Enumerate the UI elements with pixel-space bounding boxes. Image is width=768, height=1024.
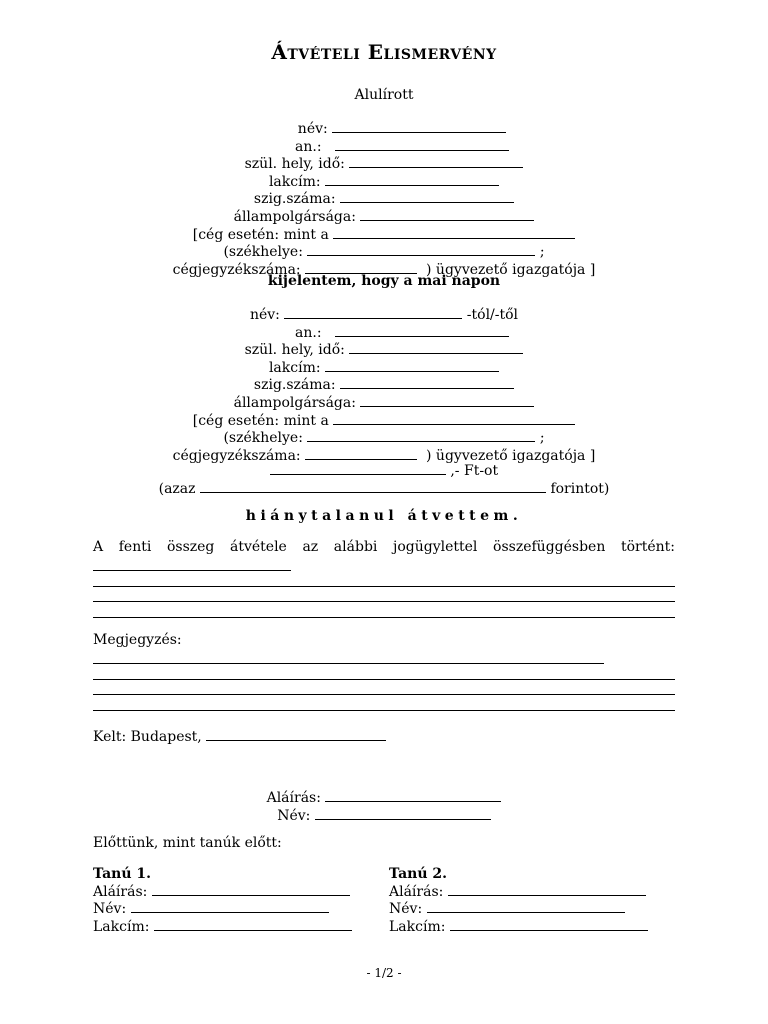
signature-nev-row: Név: <box>0 807 768 825</box>
person1-szul-field[interactable] <box>349 155 523 168</box>
person1-name-field[interactable] <box>332 120 506 133</box>
person1-an-row: an.: <box>0 138 768 156</box>
transaction-text: A fenti összeg átvétele az alábbi jogügylettel összefüggésben történt: <box>93 539 675 555</box>
witness1-lakcim-row: Lakcím: <box>93 918 352 936</box>
person1-block <box>0 120 768 278</box>
witness1-alairas-row: Aláírás: <box>93 883 352 901</box>
transaction-line-1[interactable] <box>93 556 291 572</box>
person2-ceg-field[interactable] <box>333 412 575 425</box>
kelt-date-field[interactable] <box>206 728 386 741</box>
person1-szekhely-field[interactable] <box>307 243 535 256</box>
person2-allampolgarsag-row: állampolgársága: <box>0 394 768 412</box>
signature-nev-field[interactable] <box>315 807 491 820</box>
amount-block <box>0 462 768 497</box>
transaction-line-3[interactable] <box>93 587 675 603</box>
person2-szig-field[interactable] <box>340 376 514 389</box>
remark-label: Megjegyzés: <box>93 632 182 648</box>
transaction-line-4[interactable] <box>93 602 675 618</box>
person2-szul-field[interactable] <box>349 341 523 354</box>
amount-azaz-row: (azaz forintot) <box>158 480 610 497</box>
person2-lakcim-field[interactable] <box>325 359 499 372</box>
remark-line-4[interactable] <box>93 695 675 711</box>
person2-cegjegyzek-field[interactable] <box>305 447 417 460</box>
person1-ceg-row: [cég esetén: mint a <box>0 226 768 244</box>
person1-szul-row: szül. hely, idő: <box>0 155 768 173</box>
witness1-nev-field[interactable] <box>131 900 329 913</box>
amount-ft-row: ,- Ft-ot <box>0 462 768 480</box>
remark-block <box>93 633 675 711</box>
witness2-nev-row: Név: <box>389 900 648 918</box>
person2-szekhely-row: (székhelye: ; <box>223 430 545 447</box>
witness2-block <box>389 867 648 935</box>
intro-text: Alulírott <box>354 87 414 103</box>
witness1-block <box>93 867 352 935</box>
person2-name-field[interactable] <box>284 306 462 319</box>
person1-lakcim-field[interactable] <box>325 173 499 186</box>
remark-line-2[interactable] <box>93 664 675 680</box>
signature-alairas-row: Aláírás: <box>0 789 768 807</box>
person2-cegjegyzek-row: cégjegyzékszáma: ) ügyvezető igazgatója ] <box>172 447 596 464</box>
person1-cegjegyzek-field[interactable] <box>305 261 417 274</box>
person2-szul-row: szül. hely, idő: <box>0 341 768 359</box>
witnesses-intro: Előttünk, mint tanúk előtt: <box>93 835 282 851</box>
witness1-alairas-field[interactable] <box>152 883 350 896</box>
witness2-alairas-row: Aláírás: <box>389 883 648 901</box>
person1-an-field[interactable] <box>335 138 509 151</box>
witness1-nev-row: Név: <box>93 900 352 918</box>
witness1-title: Tanú 1. <box>93 866 151 882</box>
page-number: - 1/2 - <box>366 966 402 980</box>
signature-alairas-field[interactable] <box>325 789 501 802</box>
person2-block <box>0 306 768 464</box>
transaction-block <box>93 540 675 618</box>
signature-block <box>0 789 768 824</box>
person2-szekhely-field[interactable] <box>307 429 535 442</box>
person1-szekhely-row: (székhelye: ; <box>223 244 545 261</box>
person1-szig-row: szig.száma: <box>0 190 768 208</box>
witness2-nev-field[interactable] <box>427 900 625 913</box>
person1-lakcim-row: lakcím: <box>0 173 768 191</box>
person2-lakcim-row: lakcím: <box>0 359 768 377</box>
person1-allampolgarsag-field[interactable] <box>360 208 534 221</box>
transaction-line-2[interactable] <box>93 571 675 587</box>
person1-cegjegyzek-row: cégjegyzékszáma: ) ügyvezető igazgatója ] <box>172 261 596 278</box>
person2-ceg-row: [cég esetén: mint a <box>0 412 768 430</box>
person2-allampolgarsag-field[interactable] <box>360 394 534 407</box>
person1-ceg-field[interactable] <box>333 226 575 239</box>
witness2-lakcim-field[interactable] <box>450 918 648 931</box>
witness2-alairas-field[interactable] <box>448 883 646 896</box>
witness1-lakcim-field[interactable] <box>154 918 352 931</box>
witness2-title: Tanú 2. <box>389 866 447 882</box>
person1-name-row: név: <box>0 120 768 138</box>
witness2-lakcim-row: Lakcím: <box>389 918 648 936</box>
document-title: Átvételi Elismervény <box>271 40 497 64</box>
remark-line-3[interactable] <box>93 680 675 696</box>
declaration-text: kijelentem, hogy a mai napon <box>267 273 501 289</box>
received-text: hiánytalanul átvettem. <box>245 508 523 524</box>
person2-an-field[interactable] <box>335 324 509 337</box>
amount-azaz-field[interactable] <box>200 480 546 493</box>
remark-line-1[interactable] <box>93 649 604 665</box>
kelt-row: Kelt: Budapest, <box>93 728 675 746</box>
person2-an-row: an.: <box>0 324 768 342</box>
person1-allampolgarsag-row: állampolgársága: <box>0 208 768 226</box>
person1-szig-field[interactable] <box>340 190 514 203</box>
person2-name-row: név: -tól/-től <box>249 307 519 323</box>
amount-ft-field[interactable] <box>270 462 446 475</box>
person2-szig-row: szig.száma: <box>0 376 768 394</box>
